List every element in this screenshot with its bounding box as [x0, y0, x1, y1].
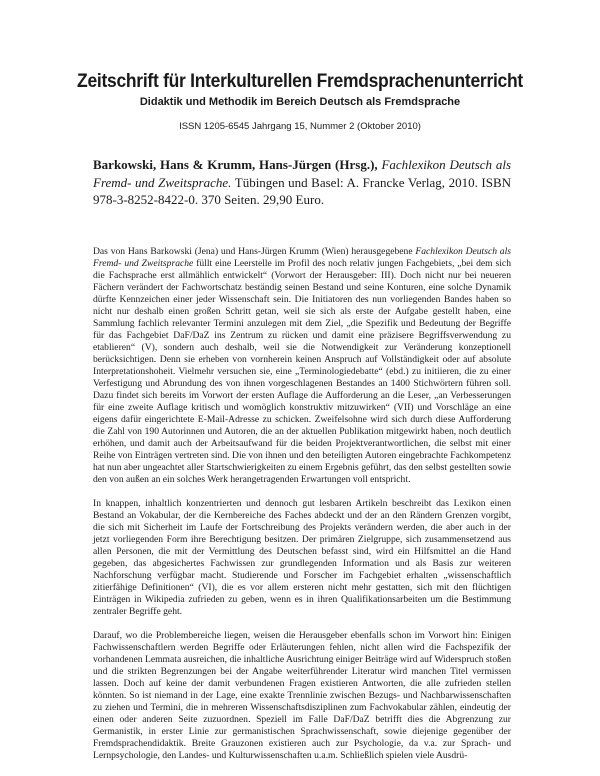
paragraph-3: Darauf, wo die Problembereiche liegen, weisen die Herausgeber ebenfalls schon im Vorwort hin: Einigen Fachwissenschaftlern werden Begriffe oder Erläuterungen fehlen, nicht allen wird die Fachspezifik der vorhandenen Lemmata ausreichen, die inhaltliche Ausrichtung einiger Beiträge wird auf Widerspruch stoßen und die strikten Begrenzungen bei der Angabe weiterführender Literatur wird manchen Titel vermissen lassen. Doch auf keine der damit verbundenen Fragen existieren Antworten, die alle zufrieden stellen könnten. So ist niemand in der Lage, eine exakte Trennlinie zwischen Bezugs- und Nachbarwissenschaften zu ziehen und Termini, die in mehreren Wissenschaftsdisziplinen zum Fachvokabular zählen, eindeutig der einen oder anderen Seite zuzuordnen. Speziell im Falle DaF/DaZ betrifft dies die Abgrenzung zur Germanistik, in erster Linie zur germanistischen Sprachwissenschaft, sowie diejenige gegenüber der Fremdsprachendidaktik. Breite Grauzonen existieren auch zur Psychologie, da v.a. zur Sprach- und Lernpsychologie, den Landes- und Kulturwissenschaften u.a.m. Schließlich spielen viele Ausdrü- [93, 630, 511, 761]
paragraph-2: In knappen, inhaltlich konzentrierten und dennoch gut lesbaren Artikeln beschreibt das Lexikon einen Bestand an Vokabular, der die Kernbereiche des Faches abdeckt und der an den Rändern Grenzen vorgibt, die sich mit Sicherheit im Laufe der Fortschreibung des Projekts verändern werden, die aber auch in der jetzt vorliegenden Form ihre Berechtigung besitzen. Der primären Zielgruppe, sich zusammensetzend aus allen Personen, die mit der Vermittlung des Deutschen befasst sind, wird ein Hilfsmittel an die Hand gegeben, das abgesichertes Fachwissen zur grundlegenden Information und als Basis zur weiteren Nachforschung verfügbar macht. Studierende und Forscher im Fachgebiet erhalten „wissenschaftlich zitierfähige Definitionen“ (VI), die es vor allem ersteren nicht mehr gestatten, sich mit den flüchtigen Einträgen in Wikipedia zufrieden zu geben, wenn es in ihren Qualifikationsarbeiten um die Bestimmung zentraler Begriffe geht. [93, 498, 511, 617]
paragraph-1 [93, 246, 511, 486]
paragraph-1-rest: füllt eine Leerstelle im Profil des noch relativ jungen Fachgebiets, „bei dem sich die Fachsprache erst allmählich entwickelt“ (Vorwort der Herausgeber: III). Doch nicht nur bei neueren Fächern verändert der Fachwortschatz beständig seinen Bestand und seine Konturen, eine solche Dynamik dürfte Kennzeichen einer jeder Wissenschaft sein. Die Initiatoren des nun vorliegenden Bandes haben so nicht nur deshalb einen großen Schritt getan, weil sie sich als erste der Aufgabe gestellt haben, eine Sammlung fachlich relevanter Termini anzulegen mit dem Ziel, „die Spezifik und Bedeutung der Begriffe für das Fachgebiet DaF/DaZ ins Zentrum zu rücken und damit eine präzisere Begriffsverwendung zu etablieren“ (V), sondern auch deshalb, weil sie die Notwendigkeit zur Veränderung konzeptionell berücksichtigen. Denn sie erheben von vornherein keinen Anspruch auf Vollständigkeit oder auf absolute Interpretationshoheit. Vielmehr versuchen sie, eine „Terminologiedebatte“ (ebd.) zu initiieren, die zu einer Verfestigung und Abrundung des von ihnen vorgeschlagenen Bestandes an 1400 Stichwörtern führen soll. Dazu findet sich bereits im Vorwort der ersten Auflage die Aufforderung an die Leser, „an Verbesserungen für eine zweite Auflage kritisch und womöglich konstruktiv mitzuwirken“ (VII) und Vorschläge an eine eigens dafür eingerichtete E-Mail-Adresse zu schicken. Zweifelsohne wird sich durch diese Aufforderung die Zahl von 190 Autorinnen und Autoren, die an der aktuellen Publikation mitgewirkt haben, noch deutlich erhöhen, und damit auch der Arbeitsaufwand für die beiden Projektverantwortlichen, die selbst mit einer Reihe von Einträgen vertreten sind. Die von ihnen und den beteiligten Autoren eingebrachte Fachkompetenz hat nun aber ungeachtet aller Startschwierigkeiten zu einem Ergebnis geführt, das den selbst gestellten sowie den von außen an ein solches Werk herangetragenden Erwartungen voll entspricht. [93, 258, 511, 485]
journal-header [0, 70, 600, 133]
journal-subtitle: Didaktik und Methodik im Bereich Deutsch als Fremdsprache [139, 96, 461, 108]
citation-book-title: Fachlexikon Deutsch als Fremd- und Zweitsprache. [93, 157, 511, 190]
book-citation [93, 156, 511, 209]
paragraph-1-book-title: Fachlexikon Deutsch als Fremd- und Zweitsprache [93, 246, 511, 269]
citation-publication: Tübingen und Basel: A. Francke Verlag, 2010. ISBN 978-3-8252-8422-0. 370 Seiten. 29,90 Euro. [93, 174, 512, 207]
review-body [93, 246, 511, 774]
paragraph-1-lead: Das von Hans Barkowski (Jena) und Hans-Jürgen Krumm (Wien) herausgegebene [93, 246, 413, 257]
journal-title: Zeitschrift für Interkulturellen Fremdsprachenunterricht [77, 71, 523, 92]
issn-line: ISSN 1205-6545 Jahrgang 15, Nummer 2 (Oktober 2010) [179, 121, 421, 132]
citation-authors: Barkowski, Hans & Krumm, Hans-Jürgen (Hrsg.), [93, 157, 378, 172]
